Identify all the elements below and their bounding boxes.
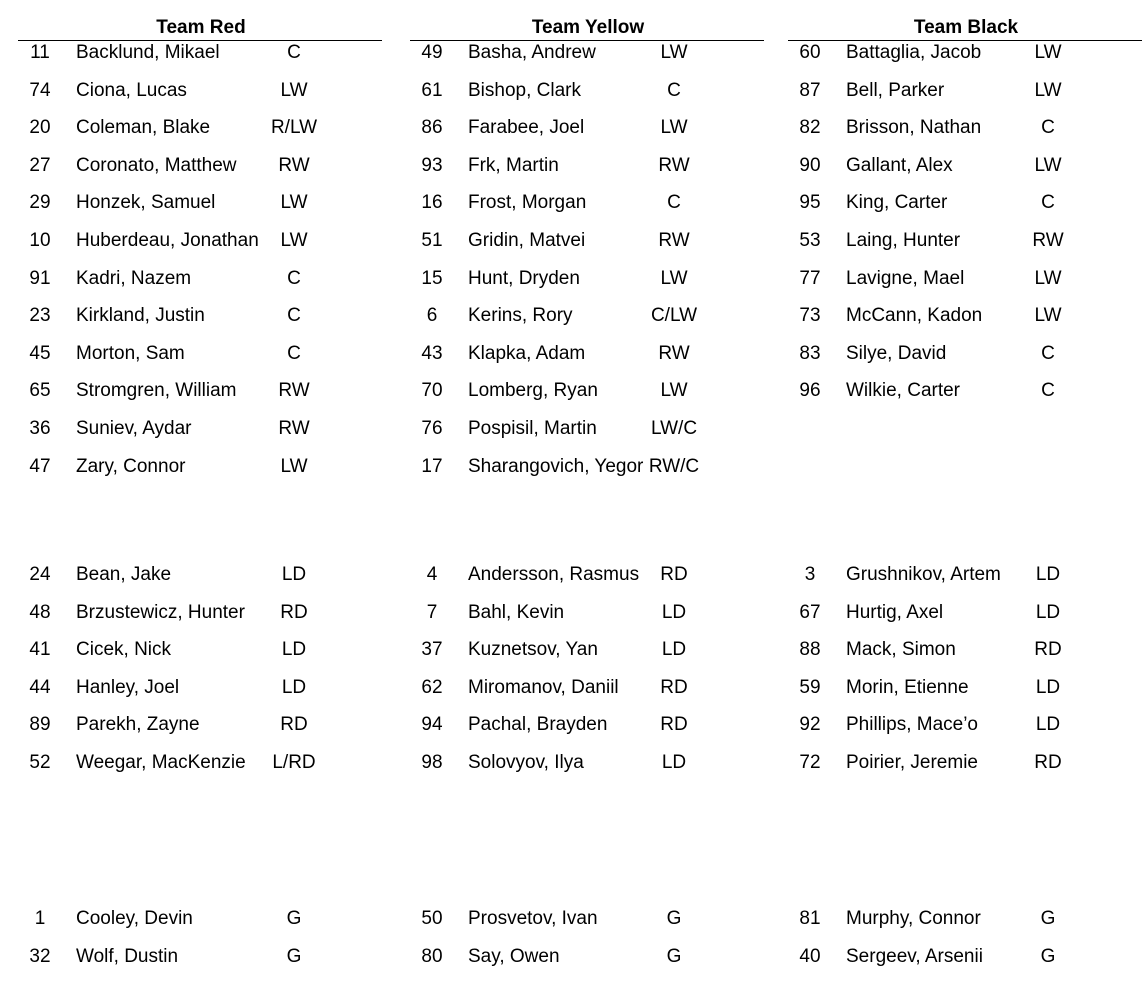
defense-player-row	[412, 563, 724, 587]
player-name: Kerins, Rory	[468, 305, 573, 326]
jersey-number: 47	[29, 456, 51, 477]
player-name: Cicek, Nick	[76, 639, 172, 660]
player-name: Phillips, Mace’o	[846, 714, 978, 735]
jersey-number: 6	[426, 305, 438, 326]
player-position: LW	[660, 117, 688, 138]
forwards-player-row	[20, 342, 344, 366]
jersey-number: 81	[799, 908, 821, 929]
player-name: Frost, Morgan	[468, 192, 587, 213]
forwards-player-row	[20, 229, 344, 253]
player-position: C	[287, 42, 301, 63]
player-name: Wolf, Dustin	[76, 946, 179, 967]
player-position: RD	[660, 677, 688, 698]
player-position: RD	[660, 714, 688, 735]
jersey-number: 4	[426, 564, 438, 585]
player-name: Prosvetov, Ivan	[468, 908, 598, 929]
jersey-number: 15	[421, 268, 443, 289]
player-position: RW	[658, 343, 690, 364]
player-position: RD	[1034, 752, 1062, 773]
player-name: Sharangovich, Yegor	[468, 456, 644, 477]
jersey-number: 41	[29, 639, 51, 660]
forwards-player-row	[790, 79, 1098, 103]
jersey-number: 3	[804, 564, 816, 585]
player-position: G	[286, 946, 302, 967]
player-position: RW	[278, 380, 310, 401]
player-name: Coronato, Matthew	[76, 155, 237, 176]
goalies-player-row	[790, 907, 1098, 931]
player-position: LW/C	[650, 418, 698, 439]
jersey-number: 91	[29, 268, 51, 289]
forwards-player-row	[790, 229, 1098, 253]
forwards-player-row	[412, 41, 724, 65]
player-position: G	[286, 908, 302, 929]
team-header: Team Black	[913, 17, 1019, 38]
player-name: Bishop, Clark	[468, 80, 581, 101]
player-name: Kadri, Nazem	[76, 268, 192, 289]
player-position: RW	[658, 155, 690, 176]
player-name: Bell, Parker	[846, 80, 945, 101]
player-position: G	[1040, 946, 1056, 967]
jersey-number: 65	[29, 380, 51, 401]
jersey-number: 50	[421, 908, 443, 929]
player-position: C	[667, 192, 681, 213]
player-position: LW	[280, 230, 308, 251]
player-position: LD	[1035, 677, 1061, 698]
player-position: C	[287, 268, 301, 289]
jersey-number: 52	[29, 752, 51, 773]
defense-player-row	[790, 563, 1098, 587]
jersey-number: 1	[34, 908, 46, 929]
forwards-player-row	[20, 455, 344, 479]
jersey-number: 24	[29, 564, 51, 585]
player-name: McCann, Kadon	[846, 305, 983, 326]
jersey-number: 37	[421, 639, 443, 660]
player-position: RW	[278, 155, 310, 176]
jersey-number: 82	[799, 117, 821, 138]
player-position: LW	[280, 456, 308, 477]
jersey-number: 62	[421, 677, 443, 698]
defense-player-row	[790, 638, 1098, 662]
forwards-player-row	[790, 342, 1098, 366]
player-position: LW	[1034, 42, 1062, 63]
forwards-player-row	[412, 342, 724, 366]
player-name: Laing, Hunter	[846, 230, 961, 251]
defense-player-row	[790, 713, 1098, 737]
player-name: Miromanov, Daniil	[468, 677, 619, 698]
defense-player-row	[20, 751, 344, 775]
player-position: RW	[1032, 230, 1064, 251]
player-name: Kirkland, Justin	[76, 305, 205, 326]
jersey-number: 95	[799, 192, 821, 213]
player-position: L/RD	[272, 752, 316, 773]
player-name: Stromgren, William	[76, 380, 237, 401]
forwards-player-row	[20, 79, 344, 103]
player-position: LD	[1035, 714, 1061, 735]
player-position: C	[1041, 192, 1055, 213]
goalies-player-row	[412, 945, 724, 969]
jersey-number: 53	[799, 230, 821, 251]
player-position: RD	[660, 564, 688, 585]
player-name: Farabee, Joel	[468, 117, 585, 138]
player-position: RD	[280, 714, 308, 735]
defense-player-row	[20, 601, 344, 625]
player-name: Ciona, Lucas	[76, 80, 187, 101]
forwards-player-row	[20, 304, 344, 328]
player-name: Bahl, Kevin	[468, 602, 565, 623]
player-name: Wilkie, Carter	[846, 380, 961, 401]
jersey-number: 70	[421, 380, 443, 401]
player-position: C	[287, 343, 301, 364]
player-position: C	[1041, 117, 1055, 138]
player-name: Solovyov, Ilya	[468, 752, 584, 773]
player-position: RW	[278, 418, 310, 439]
jersey-number: 90	[799, 155, 821, 176]
player-position: G	[666, 946, 682, 967]
player-position: LW	[1034, 80, 1062, 101]
player-name: Zary, Connor	[76, 456, 186, 477]
jersey-number: 48	[29, 602, 51, 623]
player-name: Kuznetsov, Yan	[468, 639, 598, 660]
player-position: LW	[280, 80, 308, 101]
jersey-number: 83	[799, 343, 821, 364]
goalies-player-row	[412, 907, 724, 931]
defense-player-row	[412, 601, 724, 625]
goalies-player-row	[20, 907, 344, 931]
forwards-player-row	[412, 116, 724, 140]
forwards-player-row	[20, 154, 344, 178]
defense-player-row	[790, 676, 1098, 700]
forwards-player-row	[20, 267, 344, 291]
player-position: LD	[281, 677, 307, 698]
jersey-number: 43	[421, 343, 443, 364]
player-name: Pachal, Brayden	[468, 714, 608, 735]
jersey-number: 44	[29, 677, 51, 698]
player-position: LD	[661, 602, 687, 623]
jersey-number: 96	[799, 380, 821, 401]
forwards-player-row	[412, 455, 724, 479]
jersey-number: 74	[29, 80, 51, 101]
player-name: Battaglia, Jacob	[846, 42, 982, 63]
player-name: Cooley, Devin	[76, 908, 193, 929]
player-position: C	[1041, 343, 1055, 364]
jersey-number: 51	[421, 230, 443, 251]
jersey-number: 67	[799, 602, 821, 623]
jersey-number: 88	[799, 639, 821, 660]
player-name: Weegar, MacKenzie	[76, 752, 246, 773]
forwards-player-row	[20, 41, 344, 65]
forwards-player-row	[412, 191, 724, 215]
player-position: LD	[661, 639, 687, 660]
defense-player-row	[412, 676, 724, 700]
player-position: RW/C	[648, 456, 700, 477]
player-name: Honzek, Samuel	[76, 192, 216, 213]
player-position: C	[1041, 380, 1055, 401]
player-name: Coleman, Blake	[76, 117, 211, 138]
forwards-player-row	[790, 379, 1098, 403]
jersey-number: 16	[421, 192, 443, 213]
player-name: Morton, Sam	[76, 343, 185, 364]
jersey-number: 17	[421, 456, 443, 477]
player-name: Sergeev, Arsenii	[846, 946, 983, 967]
player-name: Hanley, Joel	[76, 677, 180, 698]
jersey-number: 80	[421, 946, 443, 967]
player-position: RD	[1034, 639, 1062, 660]
jersey-number: 32	[29, 946, 51, 967]
player-name: Andersson, Rasmus	[468, 564, 640, 585]
player-name: Grushnikov, Artem	[846, 564, 1001, 585]
player-position: C	[287, 305, 301, 326]
player-name: Suniev, Aydar	[76, 418, 192, 439]
forwards-player-row	[412, 379, 724, 403]
player-name: Huberdeau, Jonathan	[76, 230, 259, 251]
player-name: Lomberg, Ryan	[468, 380, 598, 401]
player-position: LW	[1034, 268, 1062, 289]
forwards-player-row	[20, 379, 344, 403]
jersey-number: 23	[29, 305, 51, 326]
forwards-player-row	[20, 191, 344, 215]
forwards-player-row	[412, 154, 724, 178]
player-name: Hunt, Dryden	[468, 268, 580, 289]
team-header: Team Yellow	[531, 17, 645, 38]
jersey-number: 27	[29, 155, 51, 176]
player-position: LW	[660, 380, 688, 401]
defense-player-row	[20, 676, 344, 700]
forwards-player-row	[790, 267, 1098, 291]
jersey-number: 73	[799, 305, 821, 326]
forwards-player-row	[790, 41, 1098, 65]
forwards-player-row	[20, 417, 344, 441]
player-position: LW	[1034, 155, 1062, 176]
forwards-player-row	[412, 304, 724, 328]
jersey-number: 36	[29, 418, 51, 439]
player-name: Hurtig, Axel	[846, 602, 944, 623]
player-position: LD	[1035, 564, 1061, 585]
forwards-player-row	[412, 229, 724, 253]
forwards-player-row	[412, 79, 724, 103]
player-position: LD	[1035, 602, 1061, 623]
player-name: Gridin, Matvei	[468, 230, 586, 251]
player-position: R/LW	[270, 117, 318, 138]
defense-player-row	[790, 751, 1098, 775]
player-name: Murphy, Connor	[846, 908, 981, 929]
forwards-player-row	[790, 191, 1098, 215]
defense-player-row	[20, 713, 344, 737]
jersey-number: 77	[799, 268, 821, 289]
player-name: Lavigne, Mael	[846, 268, 965, 289]
forwards-player-row	[790, 304, 1098, 328]
player-name: Mack, Simon	[846, 639, 956, 660]
jersey-number: 94	[421, 714, 443, 735]
jersey-number: 98	[421, 752, 443, 773]
goalies-player-row	[790, 945, 1098, 969]
defense-player-row	[412, 751, 724, 775]
player-position: RD	[280, 602, 308, 623]
jersey-number: 89	[29, 714, 51, 735]
player-name: Frk, Martin	[468, 155, 559, 176]
jersey-number: 72	[799, 752, 821, 773]
player-name: Brzustewicz, Hunter	[76, 602, 245, 623]
player-name: Bean, Jake	[76, 564, 172, 585]
defense-player-row	[20, 563, 344, 587]
forwards-player-row	[412, 417, 724, 441]
team-header: Team Red	[156, 17, 246, 38]
player-name: Backlund, Mikael	[76, 42, 220, 63]
jersey-number: 87	[799, 80, 821, 101]
player-position: C/LW	[650, 305, 698, 326]
player-name: Morin, Etienne	[846, 677, 969, 698]
jersey-number: 45	[29, 343, 51, 364]
player-name: Basha, Andrew	[468, 42, 596, 63]
player-position: LD	[661, 752, 687, 773]
player-name: Gallant, Alex	[846, 155, 953, 176]
player-position: LW	[660, 42, 688, 63]
forwards-player-row	[790, 154, 1098, 178]
forwards-player-row	[20, 116, 344, 140]
jersey-number: 29	[29, 192, 51, 213]
jersey-number: 20	[29, 117, 51, 138]
jersey-number: 61	[421, 80, 443, 101]
jersey-number: 11	[30, 42, 50, 63]
player-position: G	[666, 908, 682, 929]
jersey-number: 59	[799, 677, 821, 698]
player-position: LD	[281, 639, 307, 660]
player-name: Parekh, Zayne	[76, 714, 200, 735]
defense-player-row	[412, 638, 724, 662]
jersey-number: 92	[799, 714, 821, 735]
player-name: Silye, David	[846, 343, 947, 364]
jersey-number: 7	[426, 602, 438, 623]
player-name: Poirier, Jeremie	[846, 752, 978, 773]
player-name: Say, Owen	[468, 946, 560, 967]
jersey-number: 93	[421, 155, 443, 176]
player-position: LD	[281, 564, 307, 585]
player-name: Brisson, Nathan	[846, 117, 982, 138]
jersey-number: 10	[29, 230, 51, 251]
forwards-player-row	[790, 116, 1098, 140]
player-name: Klapka, Adam	[468, 343, 586, 364]
defense-player-row	[412, 713, 724, 737]
jersey-number: 76	[421, 418, 443, 439]
defense-player-row	[20, 638, 344, 662]
player-position: C	[667, 80, 681, 101]
jersey-number: 49	[421, 42, 443, 63]
player-position: G	[1040, 908, 1056, 929]
defense-player-row	[790, 601, 1098, 625]
player-name: Pospisil, Martin	[468, 418, 597, 439]
player-position: LW	[660, 268, 688, 289]
jersey-number: 60	[799, 42, 821, 63]
jersey-number: 40	[799, 946, 821, 967]
player-position: LW	[1034, 305, 1062, 326]
player-position: LW	[280, 192, 308, 213]
forwards-player-row	[412, 267, 724, 291]
player-name: King, Carter	[846, 192, 948, 213]
jersey-number: 86	[421, 117, 443, 138]
player-position: RW	[658, 230, 690, 251]
goalies-player-row	[20, 945, 344, 969]
